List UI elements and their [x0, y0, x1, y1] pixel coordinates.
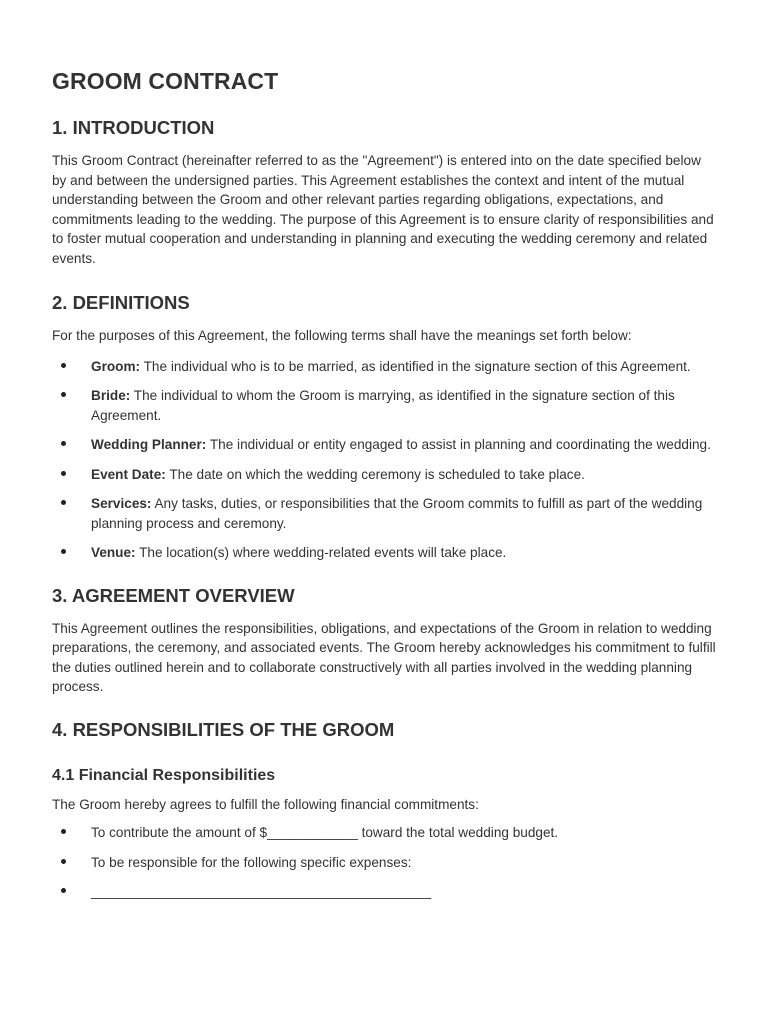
section-definitions: [52, 292, 718, 563]
definition-term: Services:: [91, 496, 152, 511]
bullet-icon: [61, 441, 66, 446]
definition-text: The date on which the wedding ceremony is scheduled to take place.: [165, 466, 585, 482]
financial-item: [52, 823, 718, 843]
definition-item: [52, 357, 718, 377]
section-introduction: [52, 117, 718, 268]
document-title: GROOM CONTRACT: [52, 68, 279, 94]
financial-item-text: To contribute the amount of $____________ toward the total wedding budget.: [91, 825, 559, 840]
financial-item-text: _____________________________________________: [91, 884, 432, 899]
financial-item: [52, 853, 718, 873]
subsection-heading-financial: 4.1 Financial Responsibilities: [52, 766, 276, 784]
bullet-icon: [61, 888, 66, 893]
definition-item: [52, 435, 718, 455]
bullet-icon: [61, 363, 66, 368]
bullet-icon: [61, 500, 66, 505]
definition-term: Wedding Planner:: [91, 437, 207, 452]
bullet-icon: [61, 549, 66, 554]
bullet-icon: [61, 829, 66, 834]
definition-item: [52, 465, 718, 485]
definition-text: The location(s) where wedding-related events will take place.: [135, 545, 507, 560]
introduction-paragraph: This Groom Contract (hereinafter referred to as the "Agreement") is entered into on the date specified below by and between the undersigned parties. This Agreement establishes the context and intent of the mutual understanding between the Groom and other relevant parties regarding obligations, expectations, and commitments leading to the wedding. The purpose of this Agreement is to ensure clarity of responsibilities and to foster mutual cooperation and understanding in planning and executing the wedding ceremony and related events.: [52, 153, 714, 266]
bullet-icon: [61, 859, 66, 864]
section-responsibilities: [52, 719, 718, 902]
definition-term: Venue:: [91, 545, 136, 560]
definition-text: The individual or entity engaged to assist in planning and coordinating the wedding.: [206, 437, 711, 452]
definition-text: The individual who is to be married, as identified in the signature section of this Agreement.: [140, 358, 691, 374]
overview-paragraph: This Agreement outlines the responsibilities, obligations, and expectations of the Groom in relation to wedding preparations, the ceremony, and associated events. The Groom hereby acknowledges his commitment to fulfill the duties outlined herein and to collaborate constructively with all parties involved in the wedding planning process.: [52, 620, 716, 694]
definitions-list: [52, 357, 718, 563]
bullet-icon: [61, 471, 66, 476]
section-heading-definitions: 2. DEFINITIONS: [52, 292, 190, 313]
financial-item-text: To be responsible for the following specific expenses:: [91, 854, 412, 870]
financial-intro: The Groom hereby agrees to fulfill the following financial commitments:: [52, 796, 479, 812]
section-agreement-overview: [52, 585, 718, 697]
section-heading-overview: 3. AGREEMENT OVERVIEW: [52, 584, 295, 606]
definition-item: [52, 386, 718, 425]
definitions-intro: For the purposes of this Agreement, the following terms shall have the meanings set forth below:: [52, 328, 632, 343]
section-heading-introduction: 1. INTRODUCTION: [52, 117, 215, 138]
section-heading-responsibilities: 4. RESPONSIBILITIES OF THE GROOM: [52, 718, 395, 740]
definition-item: [52, 543, 718, 563]
financial-item: [52, 882, 718, 902]
definition-item: [52, 494, 718, 533]
definition-text: Any tasks, duties, or responsibilities that the Groom commits to fulfill as part of the wedding planning process and ceremony.: [91, 496, 703, 531]
definition-term: Bride:: [91, 388, 131, 403]
definition-text: The individual to whom the Groom is marrying, as identified in the signature section of this Agreement.: [91, 388, 675, 423]
financial-list: [52, 823, 718, 902]
definition-term: Event Date:: [91, 466, 166, 482]
bullet-icon: [61, 392, 66, 397]
definition-term: Groom:: [91, 358, 141, 374]
